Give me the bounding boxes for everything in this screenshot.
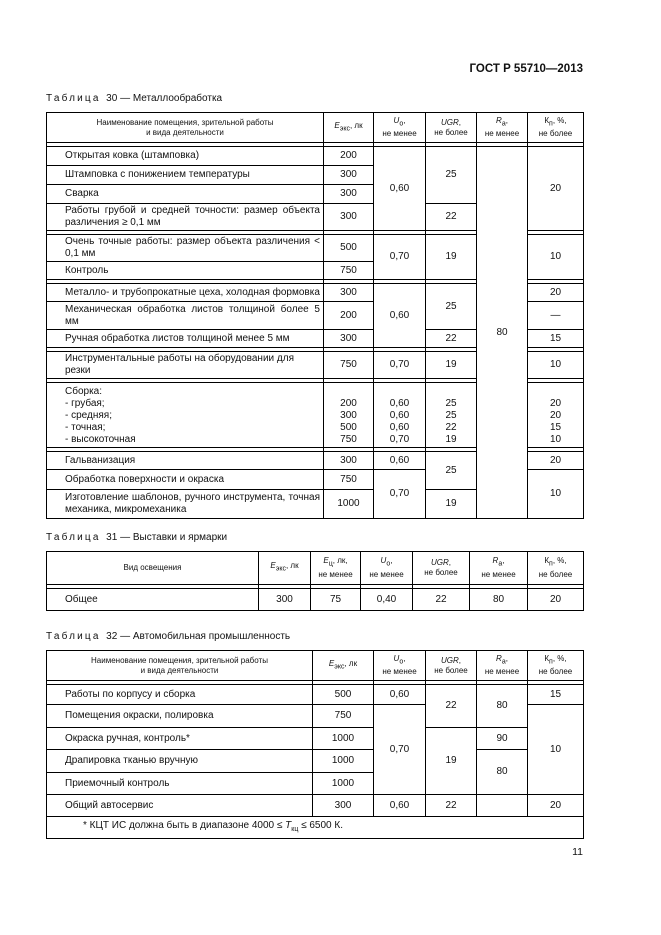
- row-ugr: 22: [413, 589, 470, 611]
- row-e: 500: [313, 685, 374, 705]
- row-e: 300: [324, 284, 374, 302]
- cell-kp: 20: [528, 284, 584, 302]
- cell-ra: 80: [477, 685, 528, 728]
- cell-ugr: 19: [426, 352, 477, 379]
- row-e: 1000: [313, 728, 374, 750]
- row-e: 750: [313, 705, 374, 728]
- table-footnote: * КЦТ ИС должна быть в диапазоне $4000 \le T_{кц} \le 6500$ К.: [47, 817, 584, 839]
- row-name: Общий автосервис: [47, 795, 313, 817]
- cell-ugr: 22: [426, 330, 477, 348]
- row-name: Сварка: [47, 185, 324, 204]
- column-header-name: Наименование помещения, зрительной работы и вида деятельности: [47, 113, 324, 143]
- row-name: Обработка поверхности и окраска: [47, 470, 324, 490]
- row-name: Гальванизация: [47, 452, 324, 470]
- cell-ugr: 25: [426, 452, 477, 490]
- cell-kp: 10: [528, 235, 584, 280]
- cell-ugr: 25: [426, 147, 477, 204]
- table-31: [46, 551, 584, 611]
- cell-kp: 20: [528, 452, 584, 470]
- cell-ugr: 22: [426, 685, 477, 728]
- row-name: Инструментальные работы на оборудовании для резки: [47, 352, 324, 379]
- row-e: 300: [324, 204, 374, 231]
- column-header-kind: Вид освещения: [47, 552, 259, 585]
- table-32: [46, 650, 584, 839]
- column-header-name: Наименование помещения, зрительной работы и вида деятельности: [47, 651, 313, 681]
- cell-kp: 10: [528, 352, 584, 379]
- row-name: Работы по корпусу и сборка: [47, 685, 313, 705]
- cell-u: 0,60: [374, 147, 426, 231]
- column-header-u: $U_o$, не менее: [374, 651, 426, 681]
- row-e-assembly: 200 300 500 750: [324, 383, 374, 448]
- document-code: ГОСТ Р 55710—2013: [469, 63, 583, 75]
- row-e: 1000: [313, 773, 374, 795]
- row-name: Очень точные работы: размер объекта различения < 0,1 мм: [47, 235, 324, 262]
- table-32-caption: Таблица 32 — Автомобильная промышленность: [46, 631, 291, 642]
- row-name: Изготовление шаблонов, ручного инструмента, точная механика, микромеханика: [47, 490, 324, 519]
- column-header-e: $E_{экс}$, лк: [313, 651, 374, 681]
- cell-ugr: 19: [426, 235, 477, 280]
- table-30-caption: Таблица 30 — Металлообработка: [46, 93, 223, 104]
- column-header-ra: $R_a$, не менее: [477, 113, 528, 143]
- row-e: 300: [313, 795, 374, 817]
- cell-ra: 80: [477, 750, 528, 795]
- row-name: Контроль: [47, 262, 324, 280]
- row-e: 300: [324, 185, 374, 204]
- row-e: 200: [324, 302, 374, 330]
- row-ugr-assembly: 25 25 22 19: [426, 383, 477, 448]
- row-e: 750: [324, 470, 374, 490]
- cell-u: 0,70: [374, 235, 426, 280]
- column-header-kp: $К_п$, %, не более: [528, 113, 584, 143]
- cell-kp: 15: [528, 685, 584, 705]
- cell-u: 0,70: [374, 352, 426, 379]
- row-name-assembly: Сборка: - грубая; - средняя; - точная; - высокоточная: [47, 383, 324, 448]
- column-header-u: $U_o$, не менее: [374, 113, 426, 143]
- column-header-ra: $R_a$, не менее: [470, 552, 528, 585]
- row-ra: 80: [470, 589, 528, 611]
- row-name: Ручная обработка листов толщиной менее 5 мм: [47, 330, 324, 348]
- column-header-u: $U_o$, не менее: [361, 552, 413, 585]
- cell-kp: 20: [528, 147, 584, 231]
- row-name: Работы грубой и средней точности: размер объекта различения ≥ 0,1 мм: [47, 204, 324, 231]
- row-name: Драпировка тканью вручную: [47, 750, 313, 773]
- cell-kp: 20: [528, 795, 584, 817]
- cell-ugr: 25: [426, 284, 477, 330]
- row-kind: Общее: [47, 589, 259, 611]
- row-e: 500: [324, 235, 374, 262]
- row-name: Помещения окраски, полировка: [47, 705, 313, 728]
- cell-ra: 90: [477, 728, 528, 750]
- row-e: 750: [324, 352, 374, 379]
- table-31-caption: Таблица 31 — Выставки и ярмарки: [46, 532, 228, 543]
- row-kp: 20: [528, 589, 584, 611]
- cell-ugr: 19: [426, 728, 477, 795]
- column-header-e: $E_{экс}$, лк: [324, 113, 374, 143]
- cell-ra: 80: [477, 147, 528, 519]
- row-u: 0,40: [361, 589, 413, 611]
- row-kp-assembly: 20 20 15 10: [528, 383, 584, 448]
- row-name: Открытая ковка (штамповка): [47, 147, 324, 166]
- column-header-ugr: UGR, не более: [426, 651, 477, 681]
- row-e: 1000: [313, 750, 374, 773]
- cell-kp: 15: [528, 330, 584, 348]
- cell-ra: [477, 795, 528, 817]
- row-name: Металло- и трубопрокатные цеха, холодная формовка: [47, 284, 324, 302]
- cell-kp: 10: [528, 705, 584, 795]
- row-e: 750: [324, 262, 374, 280]
- row-e: 300: [324, 330, 374, 348]
- column-header-ec: $E_ц$, лк, не менее: [311, 552, 361, 585]
- cell-ugr: 19: [426, 490, 477, 519]
- row-e: 300: [324, 166, 374, 185]
- row-u-assembly: 0,60 0,60 0,60 0,70: [374, 383, 426, 448]
- row-name: Окраска ручная, контроль*: [47, 728, 313, 750]
- cell-u: 0,70: [374, 705, 426, 795]
- cell-u: 0,70: [374, 470, 426, 519]
- column-header-kp: $К_п$, %, не более: [528, 552, 584, 585]
- column-header-ra: $R_a$, не менее: [477, 651, 528, 681]
- row-name: Приемочный контроль: [47, 773, 313, 795]
- cell-u: 0,60: [374, 795, 426, 817]
- row-name: Штамповка с понижением температуры: [47, 166, 324, 185]
- column-header-ugr: UGR, не более: [413, 552, 470, 585]
- cell-u: 0,60: [374, 284, 426, 348]
- row-ec: 75: [311, 589, 361, 611]
- cell-kp: 10: [528, 470, 584, 519]
- column-header-ugr: UGR, не более: [426, 113, 477, 143]
- cell-u: 0,60: [374, 452, 426, 470]
- cell-ugr: 22: [426, 795, 477, 817]
- row-e: 300: [259, 589, 311, 611]
- table-30: [46, 112, 584, 519]
- column-header-kp: $К_п$, %, не более: [528, 651, 584, 681]
- cell-u: 0,60: [374, 685, 426, 705]
- cell-ugr: 22: [426, 204, 477, 231]
- row-e: 200: [324, 147, 374, 166]
- cell-kp: —: [528, 302, 584, 330]
- row-name: Механическая обработка листов толщиной более 5 мм: [47, 302, 324, 330]
- row-e: 300: [324, 452, 374, 470]
- page-number: 11: [572, 846, 583, 858]
- row-e: 1000: [324, 490, 374, 519]
- column-header-e: $E_{экс}$, лк: [259, 552, 311, 585]
